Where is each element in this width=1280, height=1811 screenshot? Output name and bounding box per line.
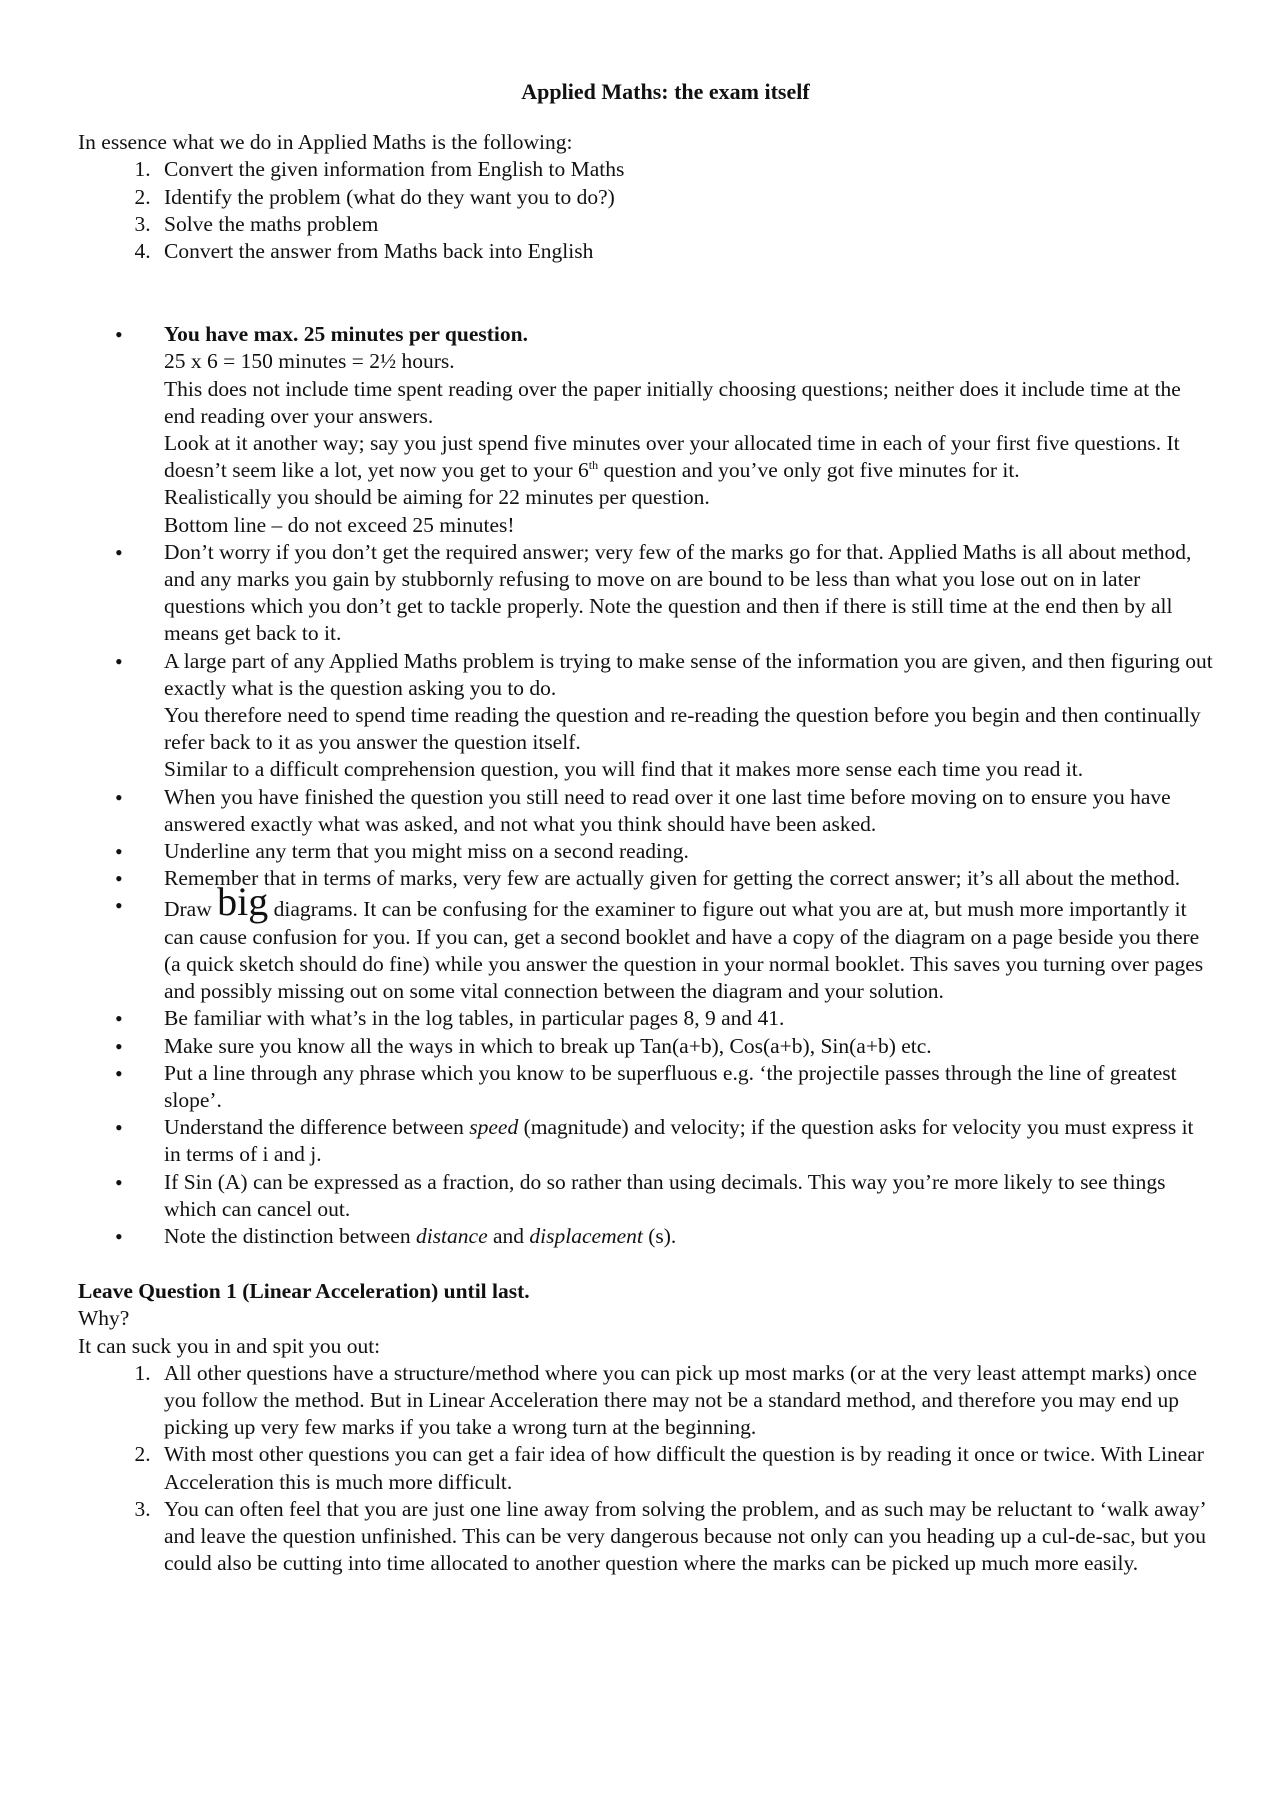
tip-fraction: • If Sin (A) can be expressed as a fraction, do so rather than using decimals. This way you’re more likely to see things which can cancel out. [156, 1169, 1213, 1223]
reasons-list [78, 1360, 1213, 1578]
section-lead: It can suck you in and spit you out: [78, 1333, 381, 1358]
tip-make-sense-p1: • A large part of any Applied Maths problem is trying to make sense of the information you are given, and then figuring out exactly what is the question asking you to do. [164, 648, 1213, 700]
tip-distance-post: (s). [642, 1223, 677, 1248]
step-item: 2. Identify the problem (what do they want you to do?) [156, 184, 1213, 211]
document-page [78, 60, 1213, 1577]
tip-distance-em1: distance [415, 1223, 488, 1248]
step-item: 4. Convert the answer from Maths back into English [156, 238, 1213, 265]
tip-speed-pre: Understand the difference between [164, 1115, 470, 1140]
reason-item: 1. All other questions have a structure/method where you can pick up most marks (or at the very least attempt marks) once you follow the method. But in Linear Acceleration there may not be a standard method, and therefore you may end up picking up very few marks if you take a wrong turn at the beginning. [156, 1360, 1213, 1442]
tip-speed-post: (magnitude) and velocity; if the question asks for velocity you must express it in terms of i and j. [164, 1115, 1194, 1167]
tip-required-answer: • Don’t worry if you don’t get the required answer; very few of the marks go for that. Applied Maths is all about method, and any marks you gain by stubbornly refusing to move on are bound to be less than what you lose out on in later questions which you don’t get to tackle properly. Note the question and then if there is still time at the end then by all means get back to it. [156, 539, 1213, 648]
tip-superfluous: • Put a line through any phrase which you know to be superfluous e.g. ‘the projectile passes through the line of greatest slope’. [156, 1060, 1213, 1114]
reason-item: 2. With most other questions you can get a fair idea of how difficult the question is by reading it once or twice. With Linear Acceleration this is much more difficult. [156, 1441, 1213, 1495]
tip-distance-mid: and [487, 1223, 530, 1248]
tip-time-p2-b: question and you’ve only got five minutes for it. [598, 458, 1020, 483]
tip-time-p3: Realistically you should be aiming for 22 minutes per question. [164, 485, 710, 510]
tip-time-calc: 25 x 6 = 150 minutes = 2½ hours. [164, 349, 455, 374]
steps-list [78, 156, 1213, 265]
intro-text: In essence what we do in Applied Maths is the following: [78, 130, 573, 155]
step-item: 3. Solve the maths problem [156, 211, 1213, 238]
tip-read-over: • When you have finished the question you still need to read over it one last time before moving on to ensure you have answered exactly what was asked, and not what you think should have been asked. [156, 784, 1213, 838]
tip-distance [156, 1223, 1213, 1250]
section-why: Why? [78, 1306, 130, 1331]
tip-diagrams-post: diagrams. It can be confusing for the examiner to figure out what you are at, but mush more importantly it can cause confusion for you. If you can, get a second booklet and have a copy of the diagram on a page beside you there (a quick sketch should do fine) while you answer the question in your normal booklet. This saves you turning over pages and possibly missing out on some vital connection between the diagram and your solution. [164, 897, 1204, 1004]
page-title: Applied Maths: the exam itself [521, 79, 810, 104]
tip-distance-em2: displacement [529, 1223, 643, 1248]
tip-make-sense-p3: Similar to a difficult comprehension question, you will find that it makes more sense each time you read it. [164, 757, 1084, 782]
tip-make-sense [156, 648, 1213, 784]
step-item: 1. Convert the given information from English to Maths [156, 156, 1213, 183]
tip-trig: • Make sure you know all the ways in which to break up Tan(a+b), Cos(a+b), Sin(a+b) etc. [156, 1033, 1213, 1060]
tip-time-p1: This does not include time spent reading over the paper initially choosing questions; neither does it include time at the end reading over your answers. [164, 376, 1181, 428]
tip-make-sense-p2: You therefore need to spend time reading the question and re-reading the question before you begin and then continually refer back to it as you answer the question itself. [164, 703, 1201, 755]
tip-time-p2-a: Look at it another way; say you just spend five minutes over your allocated time in each of your first five questions. It doesn’t seem like a lot, yet now you get to your 6 [164, 431, 1180, 483]
tip-diagrams-big: big [217, 879, 269, 925]
tip-log-tables: • Be familiar with what’s in the log tables, in particular pages 8, 9 and 41. [156, 1005, 1213, 1032]
tip-speed-em: speed [469, 1115, 519, 1140]
tip-diagrams-pre: Draw [164, 897, 218, 922]
tip-time-limit [156, 321, 1213, 539]
tip-time-heading: • You have max. 25 minutes per question. [164, 322, 528, 347]
tip-speed-velocity [156, 1114, 1213, 1168]
tip-underline: • Underline any term that you might miss on a second reading. [156, 838, 1213, 865]
tip-time-p4: Bottom line – do not exceed 25 minutes! [164, 512, 515, 537]
tip-marks: • Remember that in terms of marks, very few are actually given for getting the correct answer; it’s all about the method. [156, 865, 1213, 892]
reason-item: 3. You can often feel that you are just one line away from solving the problem, and as such may be reluctant to ‘walk away’ and leave the question unfinished. This can be very dangerous because not only can you heading up a cul-de-sac, but you could also be cutting into time allocated to another question where the marks can be picked up much more easily. [156, 1496, 1213, 1578]
tip-time-p2 [164, 430, 1213, 484]
tip-distance-pre: Note the distinction between [164, 1223, 416, 1248]
tip-time-p2-sup: th [588, 458, 599, 473]
section-heading: Leave Question 1 (Linear Acceleration) until last. [78, 1279, 530, 1304]
tips-list [78, 321, 1213, 1250]
tip-diagrams [156, 879, 1213, 1005]
